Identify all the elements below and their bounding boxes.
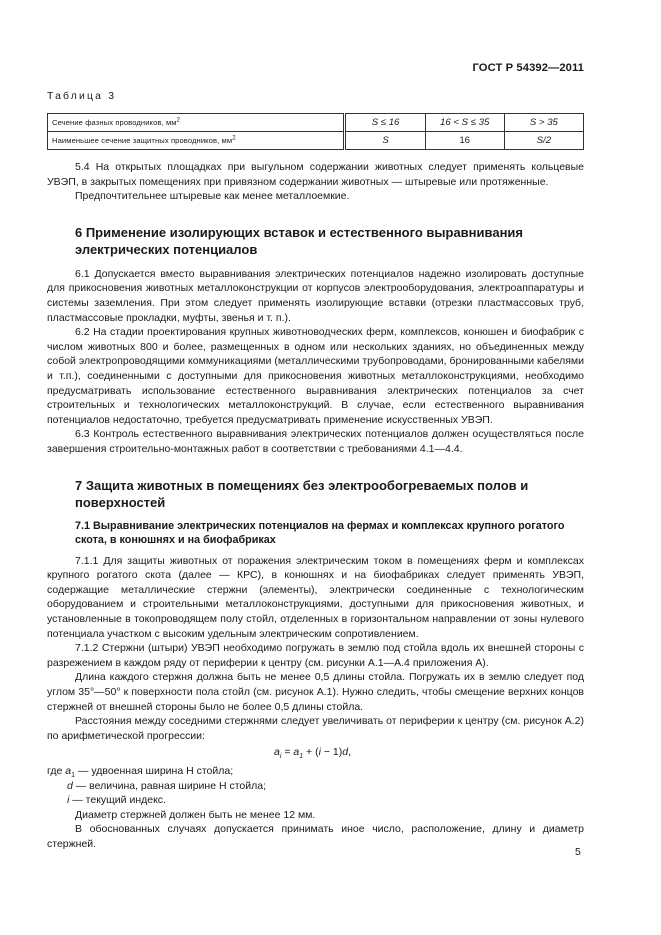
table-row-label: Наименьшее сечение защитных проводников, $мм^2$ [48,132,345,150]
paragraph-7-1-2: 7.1.2 Стержни (штыри) УВЭП необходимо погружать в землю под стойла вдоль их внешней стороны с разрежением в каждом ряду от периферии к центру (см. рисунки А.1—А.4 приложения А). [47,642,584,669]
paragraph-7-1-2-spacing: Расстояния между соседними стержнями следует увеличивать от периферии к центру (см. рисунок А.2) по арифметической прогрессии: [47,715,584,742]
table-cell: S/2 [504,132,583,150]
paragraph-diameter: Диаметр стержней должен быть не менее 12 мм. [75,808,316,821]
table-cell: S > 35 [504,114,583,132]
table-cell: 16 [425,132,504,150]
paragraph-5-4-note: Предпочтительнее штыревые как менее металлоемкие. [75,190,350,203]
table-cell: S ≤ 16 [345,114,425,132]
paragraph-6-3: 6.3 Контроль естественного выравнивания электрических потенциалов должен осуществляться после завершения строительно-монтажных работ в соответствии с требованиями 4.1—4.4. [47,428,584,455]
table-row-label: Сечение фазных проводников, $мм^2$ [48,114,345,132]
conductor-section-table [47,113,584,150]
legend-i: i — текущий индекс. [67,794,166,807]
paragraph-6-2: 6.2 На стадии проектирования крупных животноводческих ферм, комплексов, конюшен и биофабрик с числом животных 800 и более, размещенных в одном или нескольких зданиях, но объединенных между собой электропроводящими коммуникациями (металлическими трубопроводами, бронированными кабелями и т.п.), соединенными с доступными для прикосновения животных металлоконструкциями, необходимо предусматривать использование естественного выравнивания электрических потенциалов за счет строительных и технологических металлоконструкций. В случае, если естественного выравнивания потенциалов недостаточно, требуется предусматривать применение искусственных УВЭП. [47,326,584,426]
formula-legend [47,764,584,808]
section-7-title: 7 Защита животных в помещениях без электрообогреваемых полов и поверхностей [75,477,529,510]
table-row [48,114,584,132]
paragraph-7-1-1: 7.1.1 Для защиты животных от поражения электрическим током в помещениях ферм и комплексах крупного рогатого скота (далее — КРС), в конюшнях и на биофабриках следует применять УВЭП, содержащие металлические стержни (элементы), электрически соединенные с технологическим оборудованием и строительными металлоконструкциями, доступными для прикосновения животных, и установленные в токопроводящем полу стойл, отделенных в горизонтальном направлении от зоны нулевого потенциала участком с высоким удельным электрическим сопротивлением. [47,554,584,640]
document-header: ГОСТ Р 54392—2011 [472,62,584,74]
paragraph-5-4: 5.4 На открытых площадках при выгульном содержании животных следует применять кольцевые УВЭП, в закрытых помещениях при привязном содержании животных — штыревые или протяженные. [47,161,584,188]
section-6-title: 6 Применение изолирующих вставок и естественного выравнивания электрических потенциалов [75,224,523,257]
table-cell: S [345,132,425,150]
legend-a1: где $a_1$ — удвоенная ширина Н стойла; [47,765,234,780]
paragraph-justified-cases: В обоснованных случаях допускается принимать иное число, расположение, длину и диаметр стержней. [47,823,584,850]
table-cell: 16 < S ≤ 35 [425,114,504,132]
table-row [48,132,584,150]
subsection-7-1-title: 7.1 Выравнивание электрических потенциалов на фермах и комплексах крупного рогатого скота, в конюшнях и на биофабриках [75,519,565,547]
progression-formula: $a_i = a_1 + (i - 1)d$, [274,746,352,761]
table-caption: Таблица 3 [47,91,117,102]
page-number: 5 [575,846,581,858]
document-body [47,160,584,852]
legend-d: d — величина, равная ширине Н стойла; [67,779,267,792]
paragraph-7-1-2-length: Длина каждого стержня должна быть не менее 0,5 длины стойла. Погружать их в землю следует под углом 35°—50° к поверхности пола стойл (см. рисунок А.1). Нужно следить, чтобы смещение верхних концов стержней от внешней стороны было не более 0,5 длины стойла. [47,671,584,713]
paragraph-6-1: 6.1 Допускается вместо выравнивания электрических потенциалов надежно изолировать доступные для прикосновения животных металлоконструкции от корпусов электрооборудования, электроаппаратуры и системы заземления. При этом следует применять изолирующие вставки (отрезки пластмассовых труб, пластмассовые прокладки, муфты, звенья и т. п.). [47,267,584,324]
